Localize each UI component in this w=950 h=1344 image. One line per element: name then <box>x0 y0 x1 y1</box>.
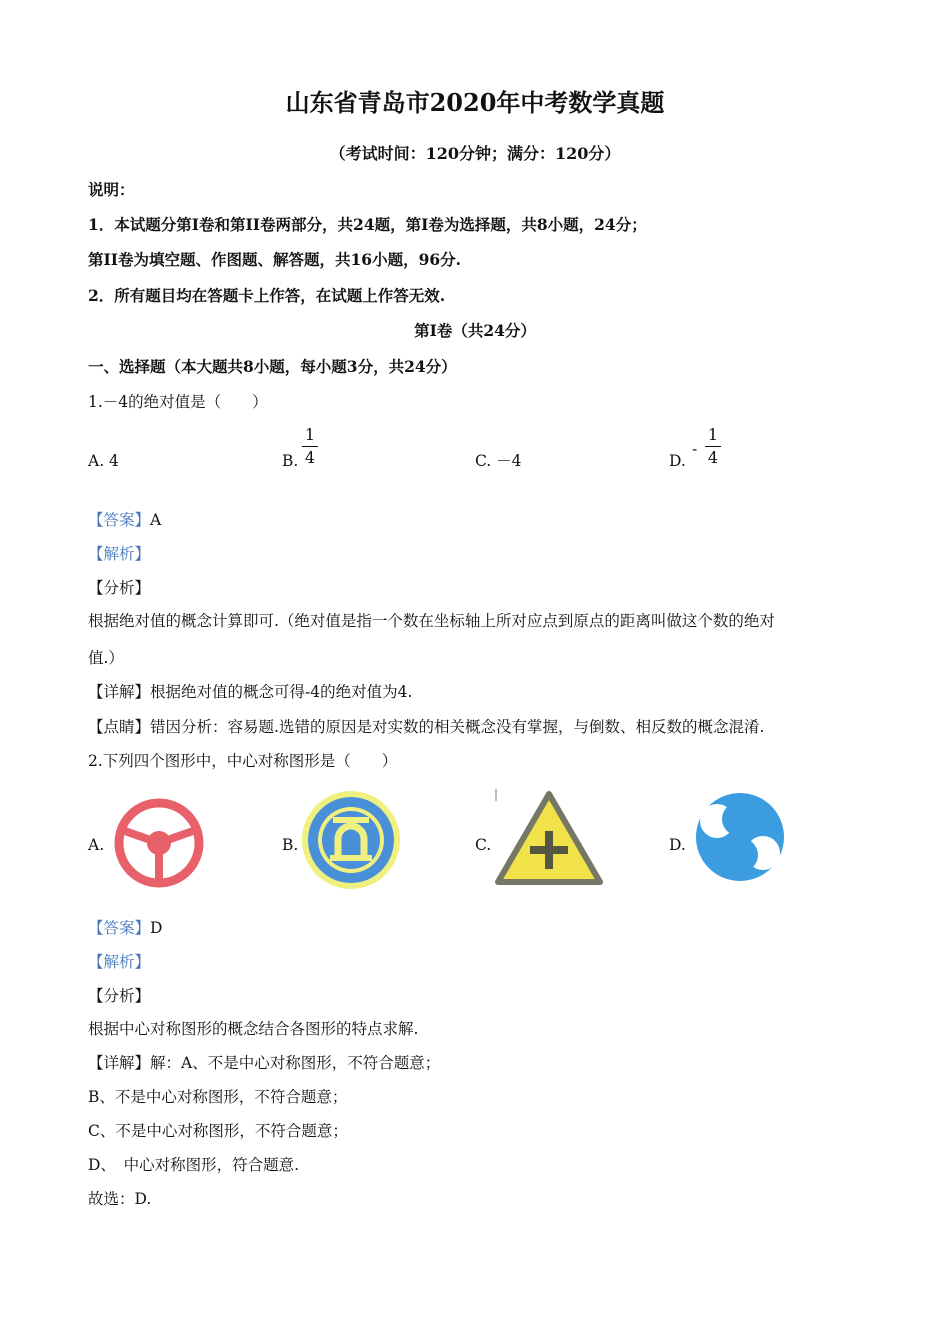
q2-analysis-tag: 【解析】 <box>88 953 151 971</box>
fraction-bar <box>302 446 318 447</box>
fraction-bar <box>705 446 721 447</box>
q2-conclusion: 故选：D. <box>88 1190 152 1208</box>
q2-answer <box>88 917 862 939</box>
fraction-numerator: 1 <box>304 425 316 444</box>
q2-fenxi-text: 根据中心对称图形的概念结合各图形的特点求解. <box>88 1020 419 1038</box>
q1-option-c: C. －4 <box>475 452 522 470</box>
detail-tag: 【详解】 <box>88 683 151 701</box>
comment-text: 错因分析：容易题.选错的原因是对实数的相关概念没有掌握，与倒数、相反数的概念混淆. <box>150 718 765 736</box>
q1-option-d-fraction <box>705 426 721 467</box>
q1-analysis-tag: 【解析】 <box>88 545 151 563</box>
q1-fenxi-line-2: 值.） <box>88 649 124 667</box>
q1-fenxi-tag: 【分析】 <box>88 579 151 597</box>
q1-option-d-sign: - <box>692 440 698 458</box>
warning-triangle-plus-icon <box>494 789 604 887</box>
q1-fenxi-line-1: 根据绝对值的概念计算即可.（绝对值是指一个数在坐标轴上所对应点到原点的距离叫做这个数的绝对 <box>88 612 775 630</box>
page-title: 山东省青岛市2020年中考数学真题 <box>285 88 665 117</box>
q2-line-d: D、 中心对称图形，符合题意. <box>88 1156 300 1174</box>
part-title: 一、选择题（本大题共8小题，每小题3分，共24分） <box>88 357 457 376</box>
comment-tag: 【点睛】 <box>88 718 151 736</box>
section-title: 第I卷（共24分） <box>414 321 536 340</box>
q2-option-d: D. <box>669 836 686 854</box>
q1-option-a: A. 4 <box>88 452 119 470</box>
q2-option-a: A. <box>88 836 105 854</box>
q2-line-c: C、不是中心对称图形，不符合题意； <box>88 1122 348 1140</box>
notes-line-2: 第II卷为填空题、作图题、解答题，共16小题，96分. <box>88 250 462 269</box>
fraction-numerator: 1 <box>707 425 719 444</box>
detail-tag: 【详解】 <box>88 1054 151 1072</box>
q2-line-b: B、不是中心对称图形，不符合题意； <box>88 1088 348 1106</box>
q1-option-d: D. <box>669 452 686 470</box>
answer-value: D <box>150 919 163 937</box>
detail-text: 根据绝对值的概念可得-4的绝对值为4. <box>150 683 413 701</box>
detail-text: 解：A、不是中心对称图形，不符合题意； <box>150 1054 441 1072</box>
notes-heading: 说明： <box>88 180 135 199</box>
railway-logo-icon <box>300 789 402 891</box>
q2-option-b: B. <box>282 836 299 854</box>
answer-tag: 【答案】 <box>88 511 151 529</box>
twin-tadpole-icon <box>692 791 788 883</box>
q1-detail <box>88 681 862 703</box>
notes-line-3: 2．所有题目均在答题卡上作答，在试题上作答无效. <box>88 286 446 305</box>
q2-fenxi-tag: 【分析】 <box>88 987 151 1005</box>
q1-answer <box>88 509 862 531</box>
q1-stem: 1.－4的绝对值是（ ） <box>88 393 268 411</box>
answer-value: A <box>150 511 162 529</box>
fraction-denominator: 4 <box>707 448 719 467</box>
q1-comment <box>88 716 862 738</box>
answer-tag: 【答案】 <box>88 919 151 937</box>
q2-detail <box>88 1052 862 1074</box>
q1-option-b: B. <box>282 452 299 470</box>
steering-wheel-icon <box>112 797 206 889</box>
exam-subtitle: （考试时间：120分钟；满分：120分） <box>329 144 621 163</box>
fraction-denominator: 4 <box>304 448 316 467</box>
q2-stem: 2.下列四个图形中，中心对称图形是（ ） <box>88 752 398 770</box>
q2-option-c: C. <box>475 836 492 854</box>
q1-option-b-fraction <box>302 426 318 467</box>
notes-line-1: 1．本试题分第I卷和第II卷两部分，共24题，第I卷为选择题，共8小题，24分； <box>88 215 647 234</box>
